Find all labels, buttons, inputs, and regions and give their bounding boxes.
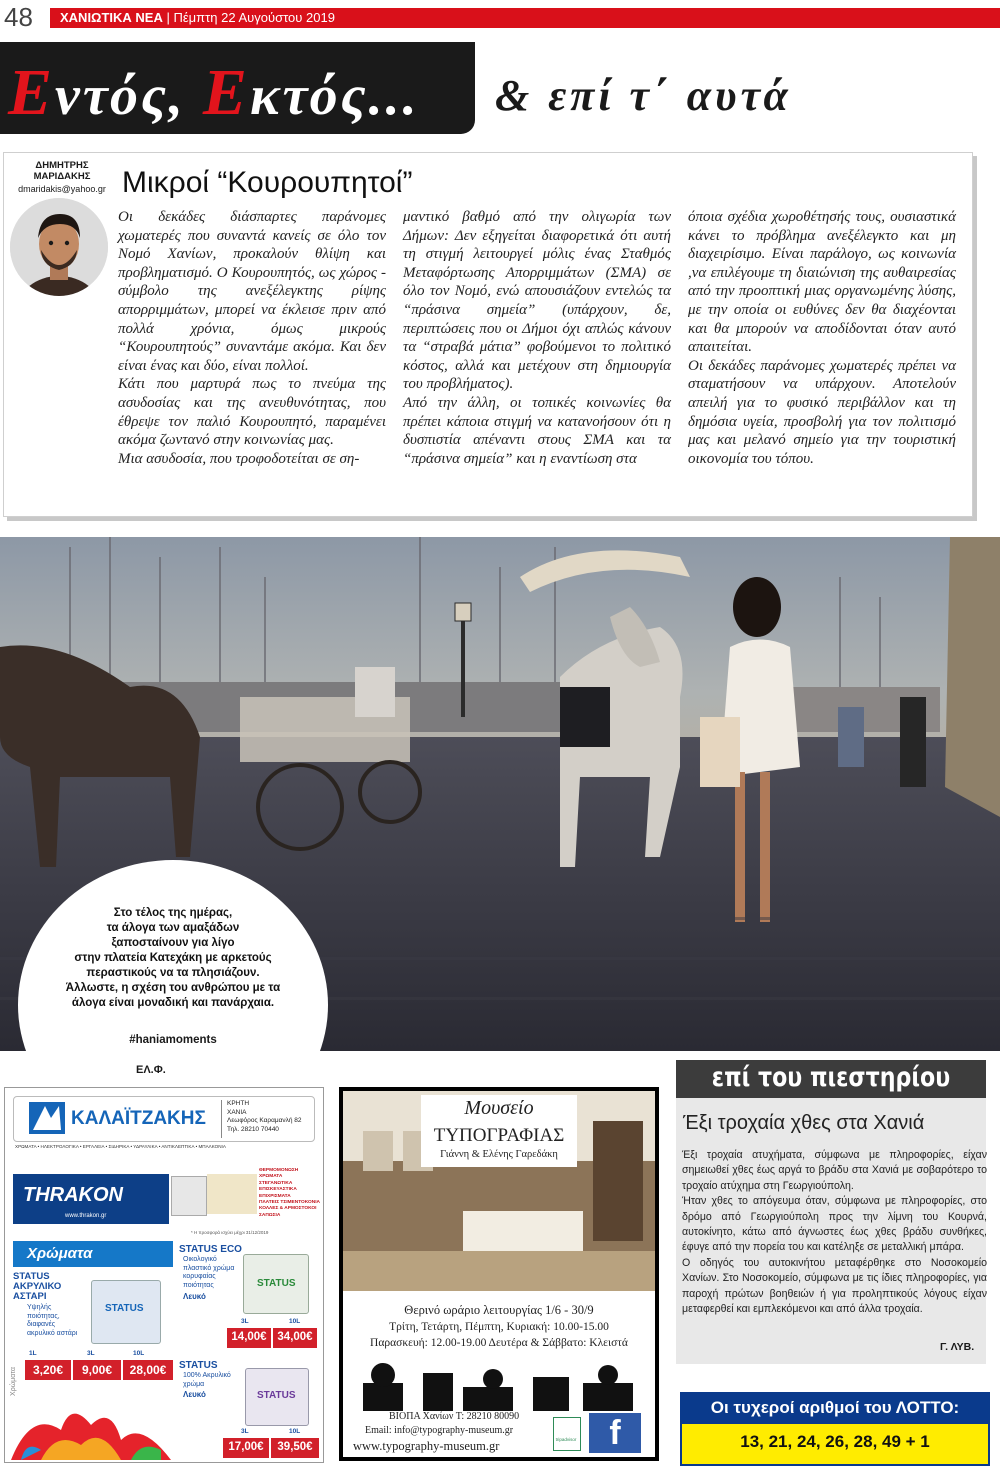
section-initial-2: Ε	[202, 56, 250, 129]
kalaitzakis-logo-icon	[29, 1102, 65, 1139]
museum-hours-line-1: Τρίτη, Τετάρτη, Πέμπτη, Κυριακή: 10.00-15.00	[389, 1321, 609, 1333]
p3-size-1: 3L	[241, 1428, 249, 1435]
thrakon-list-item: ΧΡΩΜΑΤΑ	[259, 1174, 283, 1180]
p2-name: STATUS ECO	[179, 1244, 242, 1255]
caption-line: Στο τέλος της ημέρας,	[113, 907, 233, 919]
p3-description	[183, 1372, 231, 1389]
paragraph: Ο οδηγός του αυτοκινήτου μεταφέρθηκε στο Νοσοκομείο Χανίων. Στο Νοσοκομείο, σύμφωνα με τις ίδιες πληροφορίες, για παροχή πρώτων βοηθειών ή για προληπτικούς λόγους είχαν μεταφερθεί και εμπλεκόμενοι και από άλλα τροχαία.	[682, 1256, 987, 1316]
paper-name: ΧΑΝΙΩΤΙΚΑ ΝΕΑ	[60, 10, 163, 25]
stop-press-body	[682, 1148, 987, 1317]
thrakon-list-item: ΕΠΙΧΡΙΣΜΑΤΑ	[259, 1193, 291, 1199]
p1-desc-line: ποιότητας,	[27, 1312, 60, 1320]
section-word-2: κτός...	[249, 65, 420, 127]
lotto-numbers: 13, 21, 24, 26, 28, 49 + 1	[740, 1432, 930, 1451]
lotto-title: Οι τυχεροί αριθμοί του ΛΟΤΤΟ:	[710, 1398, 960, 1417]
p3-can-label: STATUS	[257, 1390, 296, 1401]
paragraph: όποια σχέδια χωροθέτησής τους, ουσιαστικά κάνει το πρόβλημα ανεξέλεγκτο και μη διαχειρίσιμο. Είναι παράλογο, ως κοινωνία ,να επιλέγουμε τη διαιώνιση της αυθαιρεσίας από την προοπτική μιας οργανωμένης λύσης, με την οποία οι ευθύνες δεν θα διαχέονται και θα μπορούν να αποδίδονται όταν αυτό απαιτείται.	[688, 209, 956, 356]
thrakon-product-bag	[171, 1176, 207, 1216]
paragraph: Κάτι που μαρτυρά πως το πνεύμα της ασυδοσίας και της ανευθυνότητας, που έθρεψε τον παλιό Κουρουπητό, παραμένει ακόμα ζωντανό στην κοινωνίας μας.	[118, 376, 386, 449]
divider	[221, 1100, 222, 1138]
paragraph: Έξι τροχαία ατυχήματα, σύμφωνα με πληροφορίες, είχαν σημειωθεί χθες έως αργά το βράδυ στα Χανιά με σοβαρότερο το τροχαίο ατύχημα στη Γεωργιούπολη.	[682, 1149, 987, 1192]
p2-desc-line: κορυφαίας	[183, 1273, 216, 1280]
p1-size-2: 3L	[87, 1350, 95, 1357]
thrakon-list-item: ΣΤΕΓΑΝΩΤΙΚΑ	[259, 1180, 293, 1186]
thrakon-list-item: ΕΠΙΣΚΕΥΑΣΤΙΚΑ	[259, 1187, 297, 1193]
p1-desc-line: ακρυλικό αστάρι	[27, 1329, 78, 1337]
p1-desc-line: διαφανές	[27, 1321, 56, 1328]
p3-desc-line: 100% Ακρυλικό	[183, 1372, 231, 1379]
article-column-3	[688, 208, 956, 468]
article-headline: Μικροί “Κουρουπητοί”	[122, 166, 413, 199]
issue-date: | Πέμπτη 22 Αυγούστου 2019	[166, 10, 335, 25]
author-name	[12, 160, 112, 182]
p2-desc-line: Οικολογικό	[183, 1256, 217, 1263]
museum-hours-line-2: Παρασκευή: 12.00-19.00 Δευτέρα & Σάββατο: Κλειστά	[370, 1337, 628, 1349]
thrakon-list-item: ΘΕΡΜΟΜΟΝΩΣΗ	[259, 1168, 299, 1173]
address-line: Τηλ. 28210 70440	[227, 1125, 279, 1133]
p1-name-line: STATUS	[13, 1271, 50, 1282]
caption-line: περαστικούς να τα πλησιάζουν.	[86, 967, 260, 979]
colors-label: Χρώματα	[27, 1245, 93, 1262]
p3-color: Λευκό	[183, 1390, 206, 1399]
author-first-name: ΔΗΜΗΤΡΗΣ	[35, 160, 89, 171]
thrakon-logo: THRAKON	[23, 1184, 123, 1206]
thrakon-list-item: ΣΑΠΩΣΙΑ	[259, 1212, 281, 1218]
caption-line: τα άλογα των αμαξάδων	[106, 922, 240, 934]
museum-subtitle: Γιάννη & Ελένης Γαρεδάκη	[440, 1149, 558, 1160]
museum-title: ΤΥΠΟΓΡΑΦΙΑΣ	[433, 1125, 565, 1146]
caption-line: Άλλωστε, η σχέση του ανθρώπου με τα	[65, 982, 281, 994]
p2-price-2: 34,00€	[277, 1331, 313, 1343]
page-header	[0, 0, 1000, 38]
stop-press-title: επί του πιεστηρίου	[711, 1062, 951, 1093]
p1-price-1: 3,20€	[32, 1363, 64, 1377]
p2-desc-line: ποιότητας	[183, 1281, 214, 1289]
p1-description	[27, 1304, 77, 1338]
p3-price-2: 39,50€	[277, 1441, 313, 1453]
caption-line: άλογα είναι μοναδική και πανάρχαια.	[71, 997, 275, 1009]
typography-museum-ad[interactable]	[339, 1087, 659, 1461]
thrakon-product-can	[207, 1174, 257, 1214]
side-label: Χρώματα	[9, 1367, 17, 1396]
section-word-1: ντός,	[55, 65, 203, 127]
photo-caption	[48, 906, 298, 1011]
author-last-name: ΜΑΡΙΔΑΚΗΣ	[33, 171, 91, 182]
thrakon-list-item: ΠΛΑΤΕΙΣ ΤΣΙΜΕΝΤΟΚΟΝΙΑ	[259, 1200, 321, 1206]
p1-size-1: 1L	[29, 1350, 37, 1357]
museum-hours-title: Θερινό ωράριο λειτουργίας 1/6 - 30/9	[404, 1303, 594, 1317]
p1-size-3: 10L	[133, 1350, 145, 1357]
photo-hashtag: #haniamoments	[129, 1034, 217, 1046]
p1-name	[13, 1272, 61, 1302]
section-initial-1: Ε	[8, 56, 56, 129]
museum-logo-script: Μουσείο	[464, 1097, 534, 1119]
p1-price-3: 28,00€	[129, 1363, 167, 1377]
printing-press-silhouette	[343, 1353, 655, 1413]
p2-price-1: 14,00€	[231, 1331, 267, 1343]
p1-price-2: 9,00€	[81, 1363, 113, 1377]
section-subtitle: & επί τ΄ αυτά	[495, 71, 792, 120]
kalaitzakis-products: ΧΡΩΜΑΤΑ • ΗΛΕΚΤΡΟΛΟΓΙΚΑ • ΕΡΓΑΛΕΙΑ • ΣΙΔΗΡΙΚΑ • ΥΔΡΑΥΛΙΚΑ • ΑΝΤΙΚΛΕΠΤΙΚΑ • ΜΠΑΛΚΟΝΙΑ	[15, 1144, 226, 1149]
paragraph: Από την άλλη, οι τοπικές κοινωνίες θα πρέπει κάποια στιγμή να κατανοήσουν ότι η δυσπιστία απέναντι στους ΣΜΑ και τα “πράσινα σημεία” και η εναντίωση στα	[403, 394, 671, 467]
paper-line	[60, 10, 335, 25]
p2-color: Λευκό	[183, 1292, 206, 1301]
paragraph: Οι δεκάδες διάσπαρτες παράνομες χωματερές που συναντά κανείς σε όλο τον Νομό Χανίων, προκαλούν θλίψη και προβληματισμό. Ο Κουρουπητός, ως χώρος - σύμβολο της ανεξέλεγκτης ρίψης απορριμμάτων, μπορεί να έκλεισε πριν από πολλά χρόνια, όμως μικρούς “Κουρουπητούς” συναντάμε ακόμα. Και δεν είναι ένας και δύο, είναι πολλοί.	[118, 209, 386, 374]
p1-can-label: STATUS	[105, 1303, 144, 1314]
offer-validity: * Η προσφορά ισχύει μέχρι 31/12/2019	[191, 1230, 269, 1235]
museum-contact-email[interactable]: Email: info@typography-museum.gr	[365, 1425, 514, 1436]
p2-description	[183, 1256, 234, 1290]
kalaitzakis-address	[227, 1100, 302, 1134]
p2-size-2: 10L	[289, 1318, 301, 1325]
p3-size-2: 10L	[289, 1428, 301, 1435]
p3-price-1: 17,00€	[228, 1441, 264, 1453]
paint-splash-icon	[11, 1400, 171, 1463]
paragraph: Ήταν χθες το απόγευμα όταν, σύμφωνα με πληροφορίες, στο δρόμο από Γεωργιούπολη προς την λίμνη του Κουρνά, αυτοκίνητο, κάτω από άγνωστες έως χθες βράδυ συνθήκες, έφυγε από την πορεία του και κατέληξε σε μεταλλική μπάρα.	[682, 1195, 987, 1254]
caption-line: στην πλατεία Κατεχάκη με αρκετούς	[74, 952, 272, 964]
author-email: dmaridakis@yahoo.gr	[18, 184, 106, 194]
thrakon-list	[259, 1168, 320, 1219]
tripadvisor-icon[interactable]	[553, 1417, 581, 1451]
kalaitzakis-ad[interactable]	[4, 1087, 324, 1463]
thrakon-url: www.thrakon.gr	[65, 1213, 107, 1219]
paragraph: Οι δεκάδες παράνομες χωματερές πρέπει να σταματήσουν να υπάρχουν. Αποτελούν απειλή για το φυσικό περιβάλλον και τη δημόσια υγεία, προσβολή για τον πολιτισμό μας και μελανό σημείο για την τουριστική οικονομία του τόπου.	[688, 357, 956, 467]
p3-desc-line: χρώμα	[183, 1380, 205, 1388]
p1-name-line: ΑΚΡΥΛΙΚΟ	[13, 1281, 62, 1292]
kalaitzakis-brand: ΚΑΛΑΪΤΖΑΚΗΣ	[71, 1108, 206, 1129]
p3-name: STATUS	[179, 1360, 218, 1371]
address-line: Λεωφόρος Καραμανλή 82	[227, 1117, 302, 1124]
p1-desc-line: Υψηλής	[27, 1304, 52, 1311]
facebook-glyph: f	[609, 1414, 621, 1452]
author-avatar	[10, 198, 108, 296]
photo-credit: ΕΛ.Φ.	[136, 1064, 166, 1076]
p1-name-line: ΑΣΤΑΡΙ	[13, 1291, 47, 1302]
article-column-2	[403, 208, 671, 468]
museum-website[interactable]: www.typography-museum.gr	[353, 1439, 500, 1453]
article-column-1	[118, 208, 386, 468]
caption-line: ξαποσταίνουν για λίγο	[111, 937, 235, 949]
page-number: 48	[4, 2, 33, 32]
thrakon-list-item: ΚΟΛΛΕΣ & ΑΡΜΟΣΤΟΚΟΙ	[259, 1206, 317, 1212]
section-title	[8, 55, 420, 131]
address-line: ΧΑΝΙΑ	[227, 1108, 247, 1116]
paragraph: μαντικό βαθμό από την ολιγωρία των Δήμων: Δεν εξηγείται διαφορετικά ότι αυτή τη στιγμή λειτουργεί μόλις ένας Σταθμός Μεταφόρτωσης Απορριμμάτων (ΣΜΑ) σε όλο τον Νομό, ενώ απουσιάζουν εντελώς τα “πράσινα σημεία” (υπάρχουν, δε, περιπτώσεις που οι Δήμοι όχι απλώς κάνουν τα “στραβά μάτια” φοβούμενοι το πολιτικό κόστος, αλλά και μετέχουν στη δημιουργία του προβλήματος).	[403, 209, 671, 393]
stop-press-signature: Γ. ΛΥΒ.	[940, 1341, 975, 1353]
p2-can-label: STATUS	[257, 1278, 296, 1289]
museum-contact-phone: ΒΙΟΠΑ Χανίων Τ: 28210 80090	[389, 1411, 520, 1422]
paragraph: Μια ασυδοσία, που τροφοδοτείται σε ση-	[118, 450, 360, 467]
p2-desc-line: πλαστικό χρώμα	[183, 1264, 235, 1272]
tripadvisor-label: tripadvisor	[555, 1437, 577, 1442]
p2-size-1: 3L	[241, 1318, 249, 1325]
stop-press-headline: Έξι τροχαία χθες στα Χανιά	[683, 1112, 925, 1134]
address-line: ΚΡΗΤΗ	[227, 1100, 250, 1107]
